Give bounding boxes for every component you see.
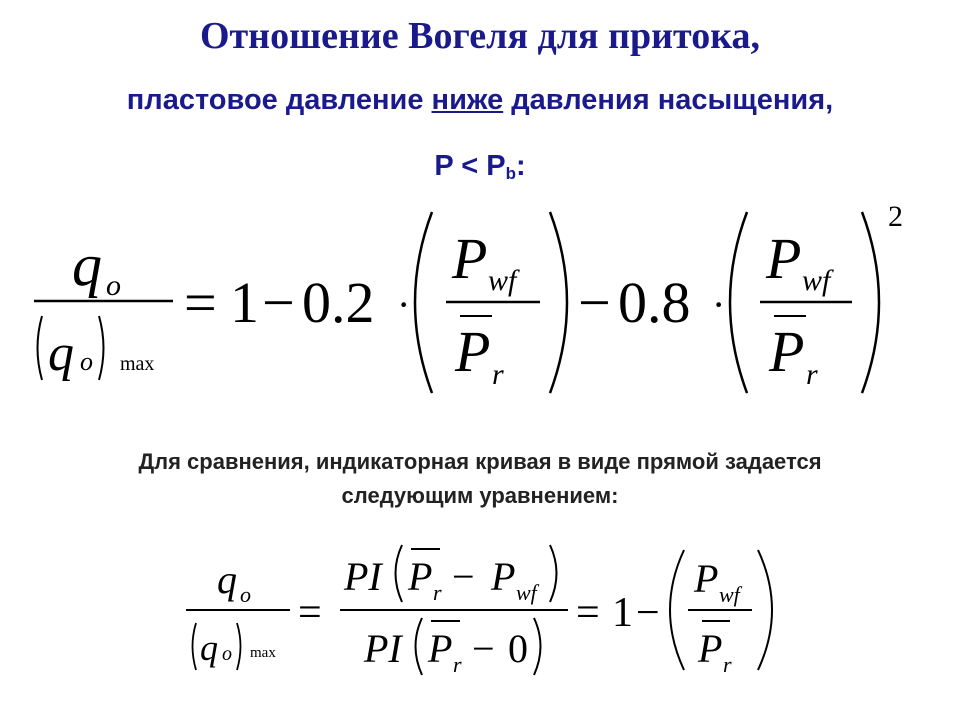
eq2-pi-numerator: PI (344, 554, 382, 599)
eq2-den-zero: 0 (508, 626, 528, 671)
eq2-rhs-r: r (723, 652, 732, 677)
eq2-den-right-paren (534, 618, 541, 675)
eq2-den-p: P (428, 626, 453, 671)
eq2-pi-denominator: PI (364, 626, 402, 671)
subtitle-underlined-word: ниже (431, 84, 504, 116)
eq2-q-denominator: q (200, 628, 218, 668)
eq2-num-left-paren (396, 545, 403, 602)
eq1-dot-2: · (712, 282, 726, 327)
eq2-one: 1 (612, 590, 633, 636)
eq2-minus-rhs: − (636, 590, 660, 636)
eq2-q-numerator: q (217, 557, 237, 602)
eq2-num-pwf: P (491, 554, 516, 599)
eq1-wf-1: wf (488, 264, 517, 297)
eq2-rhs-wf: wf (719, 582, 740, 607)
eq2-num-p: P (408, 554, 433, 599)
eq1-minus-2: − (578, 270, 611, 335)
condition-subscript: b (505, 164, 516, 183)
eq1-one: 1 (230, 270, 259, 335)
eq1-q-numerator: q (72, 232, 102, 298)
eq2-lhs-left-paren (193, 623, 197, 670)
slide-title: Отношение Вогеля для притока, (199, 15, 761, 57)
eq1-power-2: 2 (888, 200, 903, 233)
eq2-rhs-pwf: P (694, 556, 719, 601)
eq2-lhs-right-paren (237, 623, 241, 670)
comparison-line-1: Для сравнения, индикаторная кривая в виде прямой задается (138, 449, 822, 474)
eq1-dot-1: · (397, 282, 411, 327)
eq1-coef-08: 0.8 (618, 270, 691, 335)
eq2-max-subscript: max (250, 645, 276, 661)
eq2-rhs-p: P (698, 626, 723, 671)
eq1-pwf-2: P (766, 226, 802, 291)
eq2-equals-1: = (298, 590, 322, 636)
eq2-den-minus: − (472, 626, 495, 671)
eq2-o-numerator: o (240, 582, 251, 607)
eq2-den-left-paren (416, 618, 423, 675)
eq2-num-minus: − (452, 554, 475, 599)
subtitle-post: давления насыщения, (503, 84, 834, 116)
eq2-o-denominator: o (222, 643, 232, 665)
eq2-rhs-right-paren (758, 550, 772, 670)
eq1-r-2: r (806, 358, 818, 391)
eq1-pwf-1: P (452, 226, 488, 291)
condition-main: P < P (434, 150, 506, 182)
eq2-equals-2: = (576, 590, 600, 636)
eq2-num-r: r (433, 580, 442, 605)
comparison-line-2: следующим уравнением: (341, 483, 619, 508)
eq1-minus-1: − (262, 270, 295, 335)
eq2-num-wf: wf (516, 580, 537, 605)
subtitle-pre: пластовое давление (126, 84, 432, 116)
eq1-q-denominator: q (48, 325, 74, 382)
eq2-den-r: r (453, 652, 462, 677)
eq1-pr-1: P (455, 319, 491, 384)
eq2-num-right-paren (550, 545, 557, 602)
eq1-pr-2: P (769, 319, 805, 384)
eq1-equals: = (184, 270, 217, 335)
eq1-coef-02: 0.2 (302, 270, 375, 335)
eq1-wf-2: wf (802, 264, 831, 297)
eq2-rhs-left-paren (670, 550, 684, 670)
condition-colon: : (515, 150, 526, 182)
eq1-max-subscript: max (120, 353, 155, 375)
eq1-o-denominator: o (80, 347, 93, 376)
eq1-r-1: r (492, 358, 504, 391)
eq1-o-numerator: o (106, 269, 121, 302)
